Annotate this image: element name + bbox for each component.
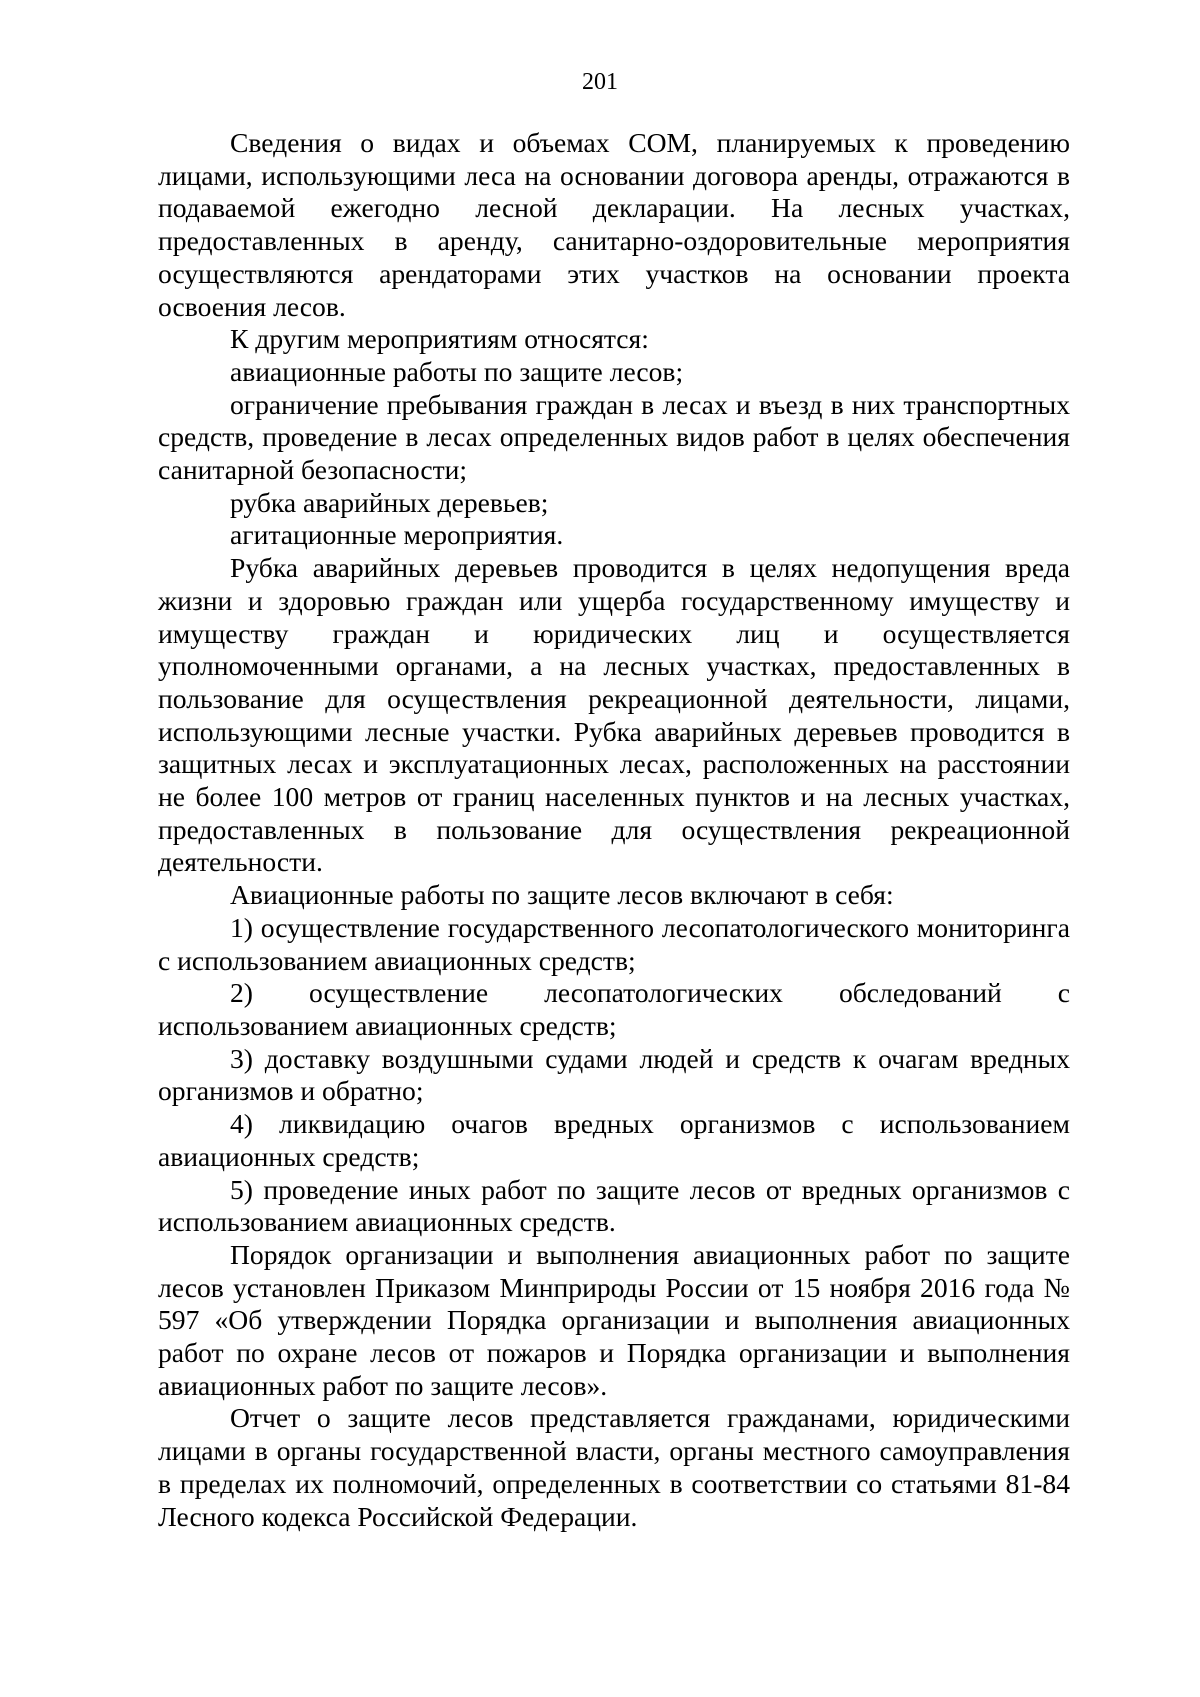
paragraph-procedure-order: Порядок организации и выполнения авиационных работ по защите лесов установлен Приказом Минприроды России от 15 ноября 2016 года № 597 «Об утверждении Порядка организации и выполнения авиационных работ по охране лесов от пожаров и Порядка организации и выполнения авиационных работ по защите лесов». (158, 1238, 1070, 1401)
list-item-3: 3) доставку воздушными судами людей и средств к очагам вредных организмов и обратно; (158, 1042, 1070, 1107)
list-item-5: 5) проведение иных работ по защите лесов от вредных организмов с использованием авиационных средств. (158, 1173, 1070, 1238)
paragraph-other-measures-intro: К другим мероприятиям относятся: (230, 323, 649, 355)
paragraph-aviation-works-intro: Авиационные работы по защите лесов включают в себя: (230, 879, 894, 911)
list-item-2: 2) осуществление лесопатологических обследований с использованием авиационных средств; (158, 977, 1070, 1041)
paragraph-protection-report: Отчет о защите лесов представляется гражданами, юридическими лицами в органы государственной власти, органы местного самоуправления в пределах их полномочий, определенных в соответствии со статьями 81-84 Лесного кодекса Российской Федерации. (158, 1402, 1070, 1532)
document-body (158, 127, 1070, 1533)
list-item-campaign-measures: агитационные мероприятия. (230, 519, 564, 551)
paragraph-som-info: Сведения о видах и объемах СОМ, планируемых к проведению лицами, использующими леса на основании договора аренды, отражаются в подаваемой ежегодно лесной декларации. На лесных участках, предоставленных в аренду, санитарно-оздоровительные мероприятия осуществляются арендаторами этих участков на основании проекта освоения лесов. (158, 127, 1070, 322)
list-item-stay-restriction: ограничение пребывания граждан в лесах и въезд в них транспортных средств, проведение в лесах определенных видов работ в целях обеспечения санитарной безопасности; (158, 388, 1070, 486)
list-item-1: 1) осуществление государственного лесопатологического мониторинга с использованием авиационных средств; (158, 911, 1070, 976)
paragraph-emergency-felling: Рубка аварийных деревьев проводится в целях недопущения вреда жизни и здоровью граждан или ущерба государственному имуществу и имуществу граждан и юридических лиц и осуществляется уполномоченными органами, а на лесных участках, предоставленных в пользование для осуществления рекреационной деятельности, лицами, использующими лесные участки. Рубка аварийных деревьев проводится в защитных лесах и эксплуатационных лесах, расположенных на расстоянии не более 100 метров от границ населенных пунктов и на лесных участках, предоставленных в пользование для осуществления рекреационной деятельности. (158, 552, 1070, 878)
list-item-aviation-works: авиационные работы по защите лесов; (230, 355, 684, 387)
page-number: 201 (582, 69, 618, 95)
list-item-emergency-felling: рубка аварийных деревьев; (230, 486, 549, 518)
list-item-4: 4) ликвидацию очагов вредных организмов с использованием авиационных средств; (158, 1108, 1070, 1172)
